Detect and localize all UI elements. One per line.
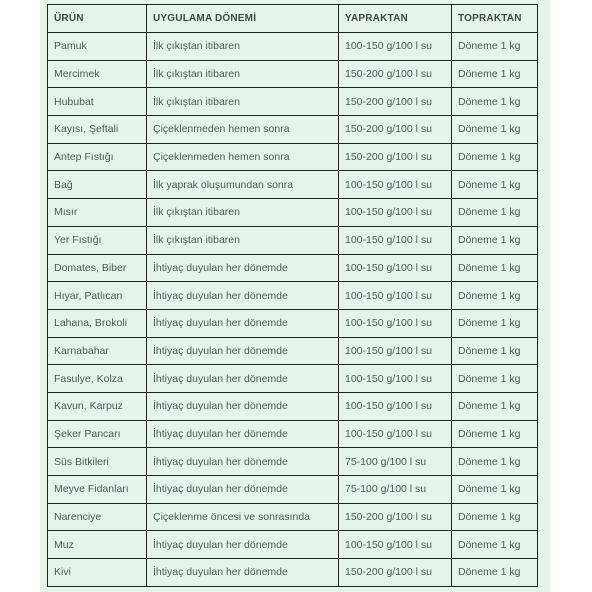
application-period-cell: İhtiyaç duyulan her dönemde: [147, 392, 339, 420]
table-row: [48, 88, 538, 116]
product-cell: Fasulye, Kolza: [48, 365, 147, 393]
product-cell: Pamuk: [48, 33, 147, 61]
product-cell: Bağ: [48, 171, 147, 199]
product-cell: Lahana, Brokoli: [48, 309, 147, 337]
soil-dose-cell: Döneme 1 kg: [452, 226, 538, 254]
soil-dose-cell: Döneme 1 kg: [452, 531, 538, 559]
product-cell: Narenciye: [48, 503, 147, 531]
header-soil: TOPRAKTAN: [452, 5, 538, 33]
product-cell: Yer Fıstığı: [48, 226, 147, 254]
header-foliar: YAPRAKTAN: [339, 5, 452, 33]
soil-dose-cell: Döneme 1 kg: [452, 337, 538, 365]
application-period-cell: İlk çıkıştan itibaren: [147, 226, 339, 254]
table-row: [48, 60, 538, 88]
foliar-dose-cell: 100-150 g/100 l su: [339, 365, 452, 393]
foliar-dose-cell: 100-150 g/100 l su: [339, 282, 452, 310]
soil-dose-cell: Döneme 1 kg: [452, 282, 538, 310]
product-cell: Mısır: [48, 199, 147, 227]
foliar-dose-cell: 150-200 g/100 l su: [339, 116, 452, 144]
table-row: [48, 254, 538, 282]
table-row: [48, 531, 538, 559]
dosage-table: [47, 4, 538, 587]
table-row: [48, 116, 538, 144]
application-period-cell: İhtiyaç duyulan her dönemde: [147, 559, 339, 587]
application-period-cell: İlk çıkıştan itibaren: [147, 199, 339, 227]
product-cell: Kavun, Karpuz: [48, 392, 147, 420]
table-row: [48, 559, 538, 587]
application-period-cell: İlk çıkıştan itibaren: [147, 33, 339, 61]
table-row: [48, 503, 538, 531]
application-period-cell: İlk yaprak oluşumundan sonra: [147, 171, 339, 199]
foliar-dose-cell: 100-150 g/100 l su: [339, 420, 452, 448]
header-product: ÜRÜN: [48, 5, 147, 33]
soil-dose-cell: Döneme 1 kg: [452, 559, 538, 587]
table-row: [48, 199, 538, 227]
application-period-cell: Çiçeklenmeden hemen sonra: [147, 116, 339, 144]
soil-dose-cell: Döneme 1 kg: [452, 60, 538, 88]
product-cell: Muz: [48, 531, 147, 559]
table-row: [48, 420, 538, 448]
product-cell: Mercimek: [48, 60, 147, 88]
soil-dose-cell: Döneme 1 kg: [452, 199, 538, 227]
application-period-cell: İhtiyaç duyulan her dönemde: [147, 365, 339, 393]
foliar-dose-cell: 100-150 g/100 l su: [339, 337, 452, 365]
application-period-cell: İhtiyaç duyulan her dönemde: [147, 309, 339, 337]
foliar-dose-cell: 100-150 g/100 l su: [339, 309, 452, 337]
table-row: [48, 448, 538, 476]
soil-dose-cell: Döneme 1 kg: [452, 88, 538, 116]
foliar-dose-cell: 100-150 g/100 l su: [339, 226, 452, 254]
application-period-cell: Çiçeklenmeden hemen sonra: [147, 143, 339, 171]
application-period-cell: Çiçeklenme öncesi ve sonrasında: [147, 503, 339, 531]
foliar-dose-cell: 150-200 g/100 l su: [339, 559, 452, 587]
foliar-dose-cell: 100-150 g/100 l su: [339, 33, 452, 61]
soil-dose-cell: Döneme 1 kg: [452, 309, 538, 337]
foliar-dose-cell: 100-150 g/100 l su: [339, 531, 452, 559]
application-period-cell: İlk çıkıştan itibaren: [147, 88, 339, 116]
soil-dose-cell: Döneme 1 kg: [452, 171, 538, 199]
foliar-dose-cell: 100-150 g/100 l su: [339, 254, 452, 282]
application-period-cell: İhtiyaç duyulan her dönemde: [147, 420, 339, 448]
product-cell: Domates, Biber: [48, 254, 147, 282]
foliar-dose-cell: 75-100 g/100 l su: [339, 476, 452, 504]
foliar-dose-cell: 75-100 g/100 l su: [339, 448, 452, 476]
application-period-cell: İhtiyaç duyulan her dönemde: [147, 476, 339, 504]
foliar-dose-cell: 150-200 g/100 l su: [339, 60, 452, 88]
soil-dose-cell: Döneme 1 kg: [452, 116, 538, 144]
product-cell: Meyve Fidanları: [48, 476, 147, 504]
product-cell: Süs Bitkileri: [48, 448, 147, 476]
product-cell: Kayısı, Şeftali: [48, 116, 147, 144]
table-row: [48, 309, 538, 337]
application-period-cell: İhtiyaç duyulan her dönemde: [147, 282, 339, 310]
soil-dose-cell: Döneme 1 kg: [452, 476, 538, 504]
soil-dose-cell: Döneme 1 kg: [452, 143, 538, 171]
table-row: [48, 392, 538, 420]
foliar-dose-cell: 100-150 g/100 l su: [339, 171, 452, 199]
foliar-dose-cell: 100-150 g/100 l su: [339, 392, 452, 420]
table-row: [48, 337, 538, 365]
soil-dose-cell: Döneme 1 kg: [452, 448, 538, 476]
application-period-cell: İhtiyaç duyulan her dönemde: [147, 531, 339, 559]
header-row: [48, 5, 538, 33]
application-period-cell: İhtiyaç duyulan her dönemde: [147, 254, 339, 282]
soil-dose-cell: Döneme 1 kg: [452, 392, 538, 420]
table-row: [48, 226, 538, 254]
foliar-dose-cell: 150-200 g/100 l su: [339, 143, 452, 171]
foliar-dose-cell: 150-200 g/100 l su: [339, 88, 452, 116]
table-row: [48, 282, 538, 310]
soil-dose-cell: Döneme 1 kg: [452, 33, 538, 61]
product-cell: Antep Fıstığı: [48, 143, 147, 171]
product-cell: Hıyar, Patlıcan: [48, 282, 147, 310]
product-cell: Kivi: [48, 559, 147, 587]
table-row: [48, 365, 538, 393]
table-row: [48, 476, 538, 504]
application-period-cell: İhtiyaç duyulan her dönemde: [147, 337, 339, 365]
table-row: [48, 33, 538, 61]
header-application-period: UYGULAMA DÖNEMİ: [147, 5, 339, 33]
foliar-dose-cell: 150-200 g/100 l su: [339, 503, 452, 531]
product-cell: Şeker Pancarı: [48, 420, 147, 448]
product-cell: Hububat: [48, 88, 147, 116]
soil-dose-cell: Döneme 1 kg: [452, 254, 538, 282]
table-row: [48, 171, 538, 199]
soil-dose-cell: Döneme 1 kg: [452, 365, 538, 393]
product-cell: Karnabahar: [48, 337, 147, 365]
soil-dose-cell: Döneme 1 kg: [452, 420, 538, 448]
table-row: [48, 143, 538, 171]
foliar-dose-cell: 100-150 g/100 l su: [339, 199, 452, 227]
application-period-cell: İhtiyaç duyulan her dönemde: [147, 448, 339, 476]
application-period-cell: İlk çıkıştan itibaren: [147, 60, 339, 88]
soil-dose-cell: Döneme 1 kg: [452, 503, 538, 531]
